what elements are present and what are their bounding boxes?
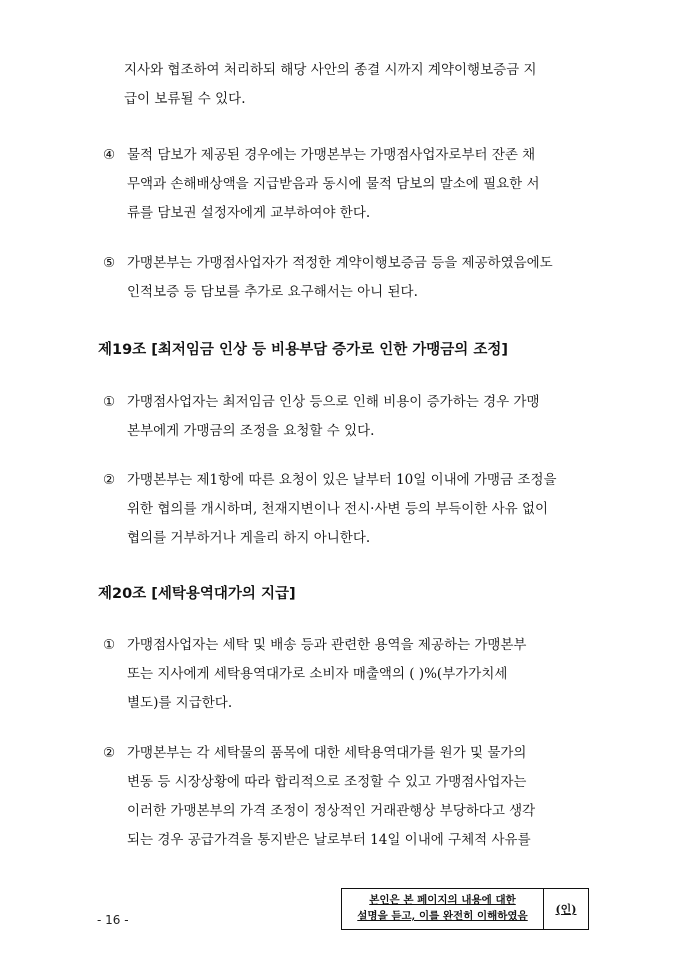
text-line: 인적보증 등 담보를 추가로 요구해서는 아니 된다.: [127, 284, 418, 300]
text-line: 또는 지사에게 세탁용역대가로 소비자 매출액의 ( )%(부가가치세: [127, 666, 508, 682]
clause-marker: ②: [103, 472, 116, 488]
article-20-heading: 제20조 [세탁용역대가의 지급]: [98, 586, 296, 602]
text-line: 류를 담보권 설정자에게 교부하여야 한다.: [127, 205, 371, 221]
text-line: 본부에게 가맹금의 조정을 요청할 수 있다.: [127, 423, 375, 439]
text-line: 가맹본부는 제1항에 따른 요청이 있은 날부터 10일 이내에 가맹금 조정을: [127, 472, 557, 488]
clause-marker: ②: [103, 745, 116, 761]
article-20-clause-2: [103, 739, 587, 855]
text-line: 변동 등 시장상황에 따라 합리적으로 조정할 수 있고 가맹점사업자는: [127, 774, 527, 790]
confirmation-box: [341, 888, 589, 930]
clause-5: [103, 249, 587, 307]
text-line: 이러한 가맹본부의 가격 조정이 정상적인 거래관행상 부당하다고 생각: [127, 803, 536, 819]
text-line: 가맹점사업자는 최저임금 인상 등으로 인해 비용이 증가하는 경우 가맹: [127, 394, 540, 410]
clause-4: [103, 141, 587, 228]
article-20-clause-1: [103, 631, 587, 718]
clause-marker: ④: [103, 147, 116, 163]
page-number: - 16 -: [97, 913, 129, 927]
text-line: 지사와 협조하여 처리하되 해당 사안의 종결 시까지 계약이행보증금 지: [124, 62, 537, 78]
article-19-heading: 제19조 [최저임금 인상 등 비용부담 증가로 인한 가맹금의 조정]: [98, 342, 508, 358]
text-line: 별도)를 지급한다.: [127, 695, 233, 711]
clause-marker: ⑤: [103, 255, 116, 271]
text-line: 협의를 거부하거나 게을리 하지 아니한다.: [127, 530, 371, 546]
clause-marker: ①: [103, 394, 116, 410]
text-line: 가맹본부는 각 세탁물의 품목에 대한 세탁용역대가를 원가 및 물가의: [127, 745, 527, 761]
confirmation-statement: [342, 889, 544, 929]
seal-field[interactable]: (인): [555, 903, 577, 916]
clause-marker: ①: [103, 637, 116, 653]
paragraph-continued: [103, 56, 587, 114]
text-line: 급이 보류될 수 있다.: [124, 91, 246, 107]
article-19-clause-2: [103, 466, 587, 553]
confirmation-line: 설명을 듣고, 이를 완전히 이해하였음: [357, 910, 528, 922]
article-19-clause-1: [103, 388, 587, 446]
text-line: 무액과 손해배상액을 지급받음과 동시에 물적 담보의 말소에 필요한 서: [127, 176, 540, 192]
text-line: 가맹점사업자는 세탁 및 배송 등과 관련한 용역을 제공하는 가맹본부: [127, 637, 527, 653]
text-line: 물적 담보가 제공된 경우에는 가맹본부는 가맹점사업자로부터 잔존 채: [127, 147, 536, 163]
text-line: 가맹본부는 가맹점사업자가 적정한 계약이행보증금 등을 제공하였음에도: [127, 255, 553, 271]
text-line: 위한 협의를 개시하며, 천재지변이나 전시·사변 등의 부득이한 사유 없이: [127, 501, 549, 517]
confirmation-line: 본인은 본 페이지의 내용에 대한: [369, 894, 516, 906]
text-line: 되는 경우 공급가격을 통지받은 날로부터 14일 이내에 구체적 사유를: [127, 832, 531, 848]
